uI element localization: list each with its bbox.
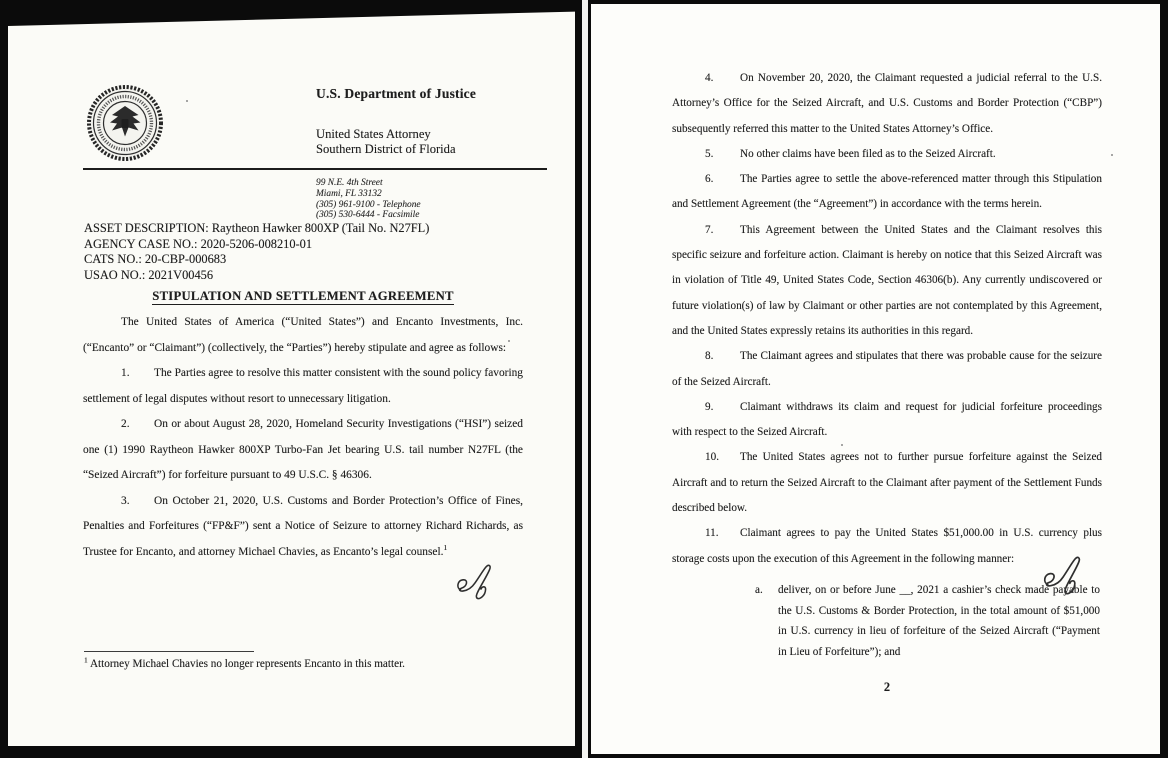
usao-office-line1: United States Attorney [316,127,431,141]
handwritten-initials [450,559,494,609]
document-page-2 [591,4,1160,754]
document-title: STIPULATION AND SETTLEMENT AGREEMENT [152,289,454,303]
paragraph-number: 4. [705,72,714,84]
paragraph-10 [672,445,1102,521]
scan-artifact [508,340,510,342]
paragraph-number: 9. [705,400,714,413]
paragraph-6 [672,167,1102,218]
paragraph-number: 7. [705,223,714,236]
paragraph-3 [83,489,523,566]
paragraph-number: 3. [121,494,130,507]
subparagraph-letter: a. [755,583,763,596]
paragraph-2 [83,412,523,489]
intro-paragraph: The United States of America (“United States”) and Encanto Investments, Inc. (“Encanto” or “Claimant”) (collectively, the “Parties”) hereby stipulate and agree as follows: [83,316,523,354]
paragraph-text: The United States agrees not to further pursue forfeiture against the Seized Aircraft and to return the Seized Aircraft to the Claimant after payment of the Settlement Funds described below. [672,451,1102,515]
address-line: 99 N.E. 4th Street [316,178,383,188]
office-address [316,178,421,221]
paragraph-text: The Parties agree to resolve this matter consistent with the sound policy favoring settlement of legal disputes without resort to unnecessary litigation. [83,367,523,405]
paragraph-4 [672,66,1102,142]
cats-no: CATS NO.: 20-CBP-000683 [84,252,227,267]
paragraph-text: The Claimant agrees and stipulates that there was probable cause for the seizure of the Seized Aircraft. [672,350,1102,388]
doj-seal-icon [86,84,164,162]
paragraph-1 [83,361,523,412]
paragraph-text: The Parties agree to settle the above-referenced matter through this Stipulation and Settlement Agreement (the “Agreement”) in accordance with the terms herein. [672,173,1102,211]
paragraph-number: 11. [705,527,719,540]
page-number: 2 [883,680,891,694]
scan-artifact [1111,154,1113,156]
paragraph-9 [672,395,1102,446]
paragraph-number: 1. [121,367,130,379]
paragraph-7 [672,218,1102,344]
paragraph-number: 6. [705,173,714,186]
paragraph-text: On or about August 28, 2020, Homeland Security Investigations (“HSI”) seized one (1) 1990 Raytheon Hawker 800XP Turbo-Fan Jet bearing U.S. tail number N27FL (the “Seized Aircraft”) for forfeiture pursuant to 49 U.S.C. § 46306. [83,418,523,481]
address-line: (305) 530-6444 - Facsimile [316,210,420,221]
paragraph-text: Claimant agrees to pay the United States $51,000.00 in U.S. currency plus storage costs upon the execution of this Agreement in the following manner: [672,527,1102,565]
footnote-text: Attorney Michael Chavies no longer represents Encanto in this matter. [89,658,405,670]
case-info-block [84,221,429,283]
asset-description: ASSET DESCRIPTION: Raytheon Hawker 800XP (Tail No. N27FL) [84,221,430,235]
paragraph-number: 8. [705,350,714,363]
paragraph-number: 10. [705,451,719,464]
footnote [84,657,524,672]
address-line: (305) 961-9100 - Telephone [316,199,421,210]
paragraph-number: 2. [121,418,130,430]
address-line: Miami, FL 33132 [316,188,382,199]
paragraph-text: No other claims have been filed as to the Seized Aircraft. [740,147,996,160]
paragraph-8 [672,344,1102,395]
footnote-marker: 1 [84,655,88,665]
scan-artifact [841,444,843,446]
paragraph-text: On October 21, 2020, U.S. Customs and Border Protection’s Office of Fines, Penalties and Forfeitures (“FP&F”) sent a Notice of Seizure to attorney Richard Richards, as Trustee for Encanto, and attorney Michael Chavies, as Encanto’s legal counsel. [83,494,523,558]
handwritten-initials [1037,551,1083,605]
paragraph-text: Claimant withdraws its claim and request for judicial forfeiture proceedings with respect to the Seized Aircraft. [672,400,1102,439]
page-gap [582,0,588,758]
scan-edge-shadow [8,10,575,26]
usao-office [316,127,456,157]
footnote-reference: 1 [443,542,448,552]
usao-office-line2: Southern District of Florida [316,142,456,156]
paragraph-text: This Agreement between the United States and the Claimant resolves this specific seizure and forfeiture action. Claimant is hereby on notice that this Seized Aircraft was in violation of Title 49, United States Code, Section 46306(b). Any currently undiscovered or future violation(s) of law by Claimant or other parties are not contemplated by this Agreement, and the United States expressly retains its authorities in this regard. [672,223,1102,337]
footnote-rule [84,651,254,652]
agency-title: U.S. Department of Justice [316,86,477,101]
scan-artifact [186,100,188,102]
agency-case-no: AGENCY CASE NO.: 2020-5206-008210-01 [84,236,313,251]
paragraph-5 [672,142,1102,167]
document-page-1 [8,10,575,746]
paragraph-text: On November 20, 2020, the Claimant requested a judicial referral to the U.S. Attorney’s Office for the Seized Aircraft, and U.S. Customs and Border Protection (“CBP”) subsequently referred this matter to the United States Attorney’s Office. [672,72,1102,135]
paragraph-number: 5. [705,147,714,160]
page1-body [83,310,523,565]
letterhead-rule [83,168,547,170]
usao-no: USAO NO.: 2021V00456 [84,267,214,282]
subparagraph-text: deliver, on or before June __, 2021 a cashier’s check made payable to the U.S. Customs & Border Protection, in the total amount of $51,000 in U.S. currency in lieu of forfeiture of the Seized Aircraft (“Payment in Lieu of Forfeiture”); and [778,583,1100,658]
